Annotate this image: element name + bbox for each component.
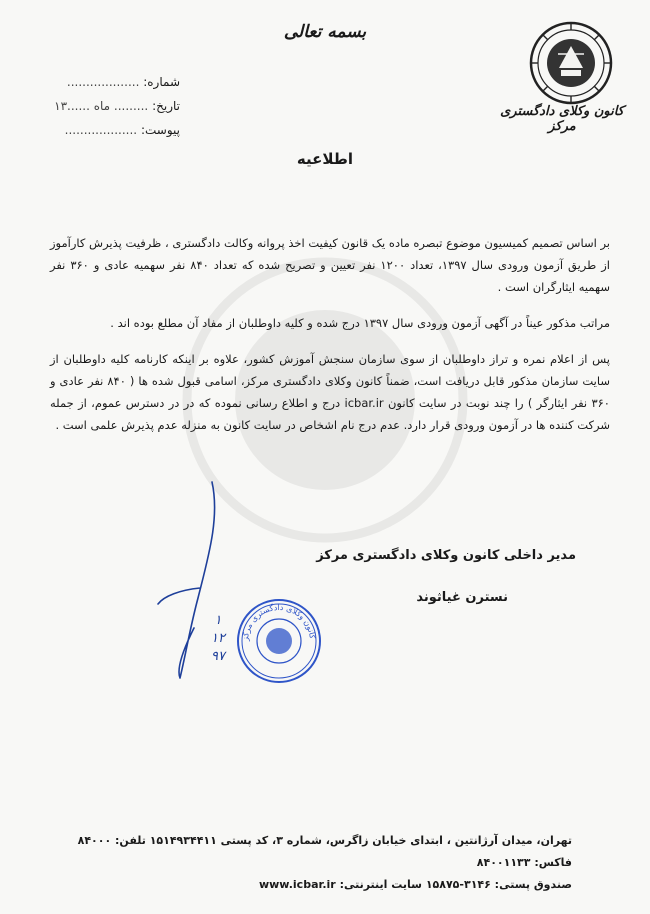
handwritten-date-day: ۱	[214, 613, 222, 628]
body-paragraph-1: بر اساس تصمیم کمیسیون موضوع تبصره ماده یک قانون کیفیت اخذ پروانه وکالت دادگستری ، ظرفیت پذیرش کارآموز از طریق آزمون ورودی سال ۱۳۹۷، تعداد ۱۲۰۰ نفر تعیین و تصریح شده که تعداد ۸۴۰ نفر سهمیه عادی و ۳۶۰ نفر سهمیه ایثارگران است .	[50, 236, 610, 294]
body-paragraph-2: مراتب مذکور عیناً در آگهی آزمون ورودی سال ۱۳۹۷ درج شده و کلیه داوطلبان از مفاد آن مطلع بوده اند .	[110, 316, 610, 330]
official-stamp-icon	[236, 598, 322, 684]
handwritten-date-year: ۹۷	[211, 649, 225, 664]
stamp-text: کانون وکلای دادگستری مرکز	[240, 602, 317, 642]
handwritten-date	[200, 612, 236, 682]
bismillah-heading: بسمه تعالی	[283, 22, 367, 42]
meta-number-row	[60, 70, 180, 94]
signer-position: مدیر داخلی کانون وکلای دادگستری مرکز	[316, 548, 576, 563]
meta-date-row	[54, 94, 180, 118]
announcement-title: اطلاعیه	[296, 150, 354, 168]
meta-number-label: شماره:	[143, 75, 180, 89]
meta-attachment-label: پیوست:	[140, 123, 180, 137]
footer-address: تهران، میدان آرژانتین ، ابتدای خیابان زاگرس، شماره ۳، کد پستی ۱۵۱۴۹۳۴۴۱۱ تلفن: ۸۴۰۰۰ فاکس: ۸۴۰۰۱۱۳۳	[77, 834, 572, 869]
announcement-body	[50, 232, 610, 450]
meta-date-label: تاریخ:	[152, 99, 180, 113]
handwritten-date-month: ۱۲	[211, 631, 225, 646]
signer-name: نسترن غیاثوند	[416, 590, 508, 605]
meta-date-value: ......... ماه ......۱۳	[54, 99, 149, 113]
bar-association-emblem-icon	[528, 20, 614, 106]
letter-meta	[54, 70, 180, 142]
letter-footer	[52, 830, 572, 896]
meta-attachment-row	[60, 118, 180, 142]
footer-po-box: صندوق پستی: ۳۱۴۶-۱۵۸۷۵ سایت اینترنتی: www.icbar.ir	[258, 878, 572, 891]
meta-attachment-value: ...................	[64, 123, 138, 137]
body-paragraph-3: پس از اعلام نمره و تراز داوطلبان از سوی سازمان سنجش آموزش کشور، علاوه بر اینکه کارنامه کلیه داوطلبان از سایت سازمان مذکور قابل دریافت است، ضمناً کانون وکلای دادگستری مرکز، اسامی قبول شده ها ( ۸۴۰ نفر عادی و ۳۶۰ نفر ایثارگر ) را چند نوبت در سایت کانون icbar.ir درج و اطلاع رسانی نموده که در در دسترس عموم، از جمله شرکت کننده ها در آزمون ورودی قرار دارد. عدم درج نام اشخاص در سایت کانون به منزله عدم پذیرش علمی است .	[50, 352, 611, 432]
meta-number-value: ...................	[66, 75, 140, 89]
organization-name: کانون وکلای دادگستری مرکز	[500, 104, 624, 134]
